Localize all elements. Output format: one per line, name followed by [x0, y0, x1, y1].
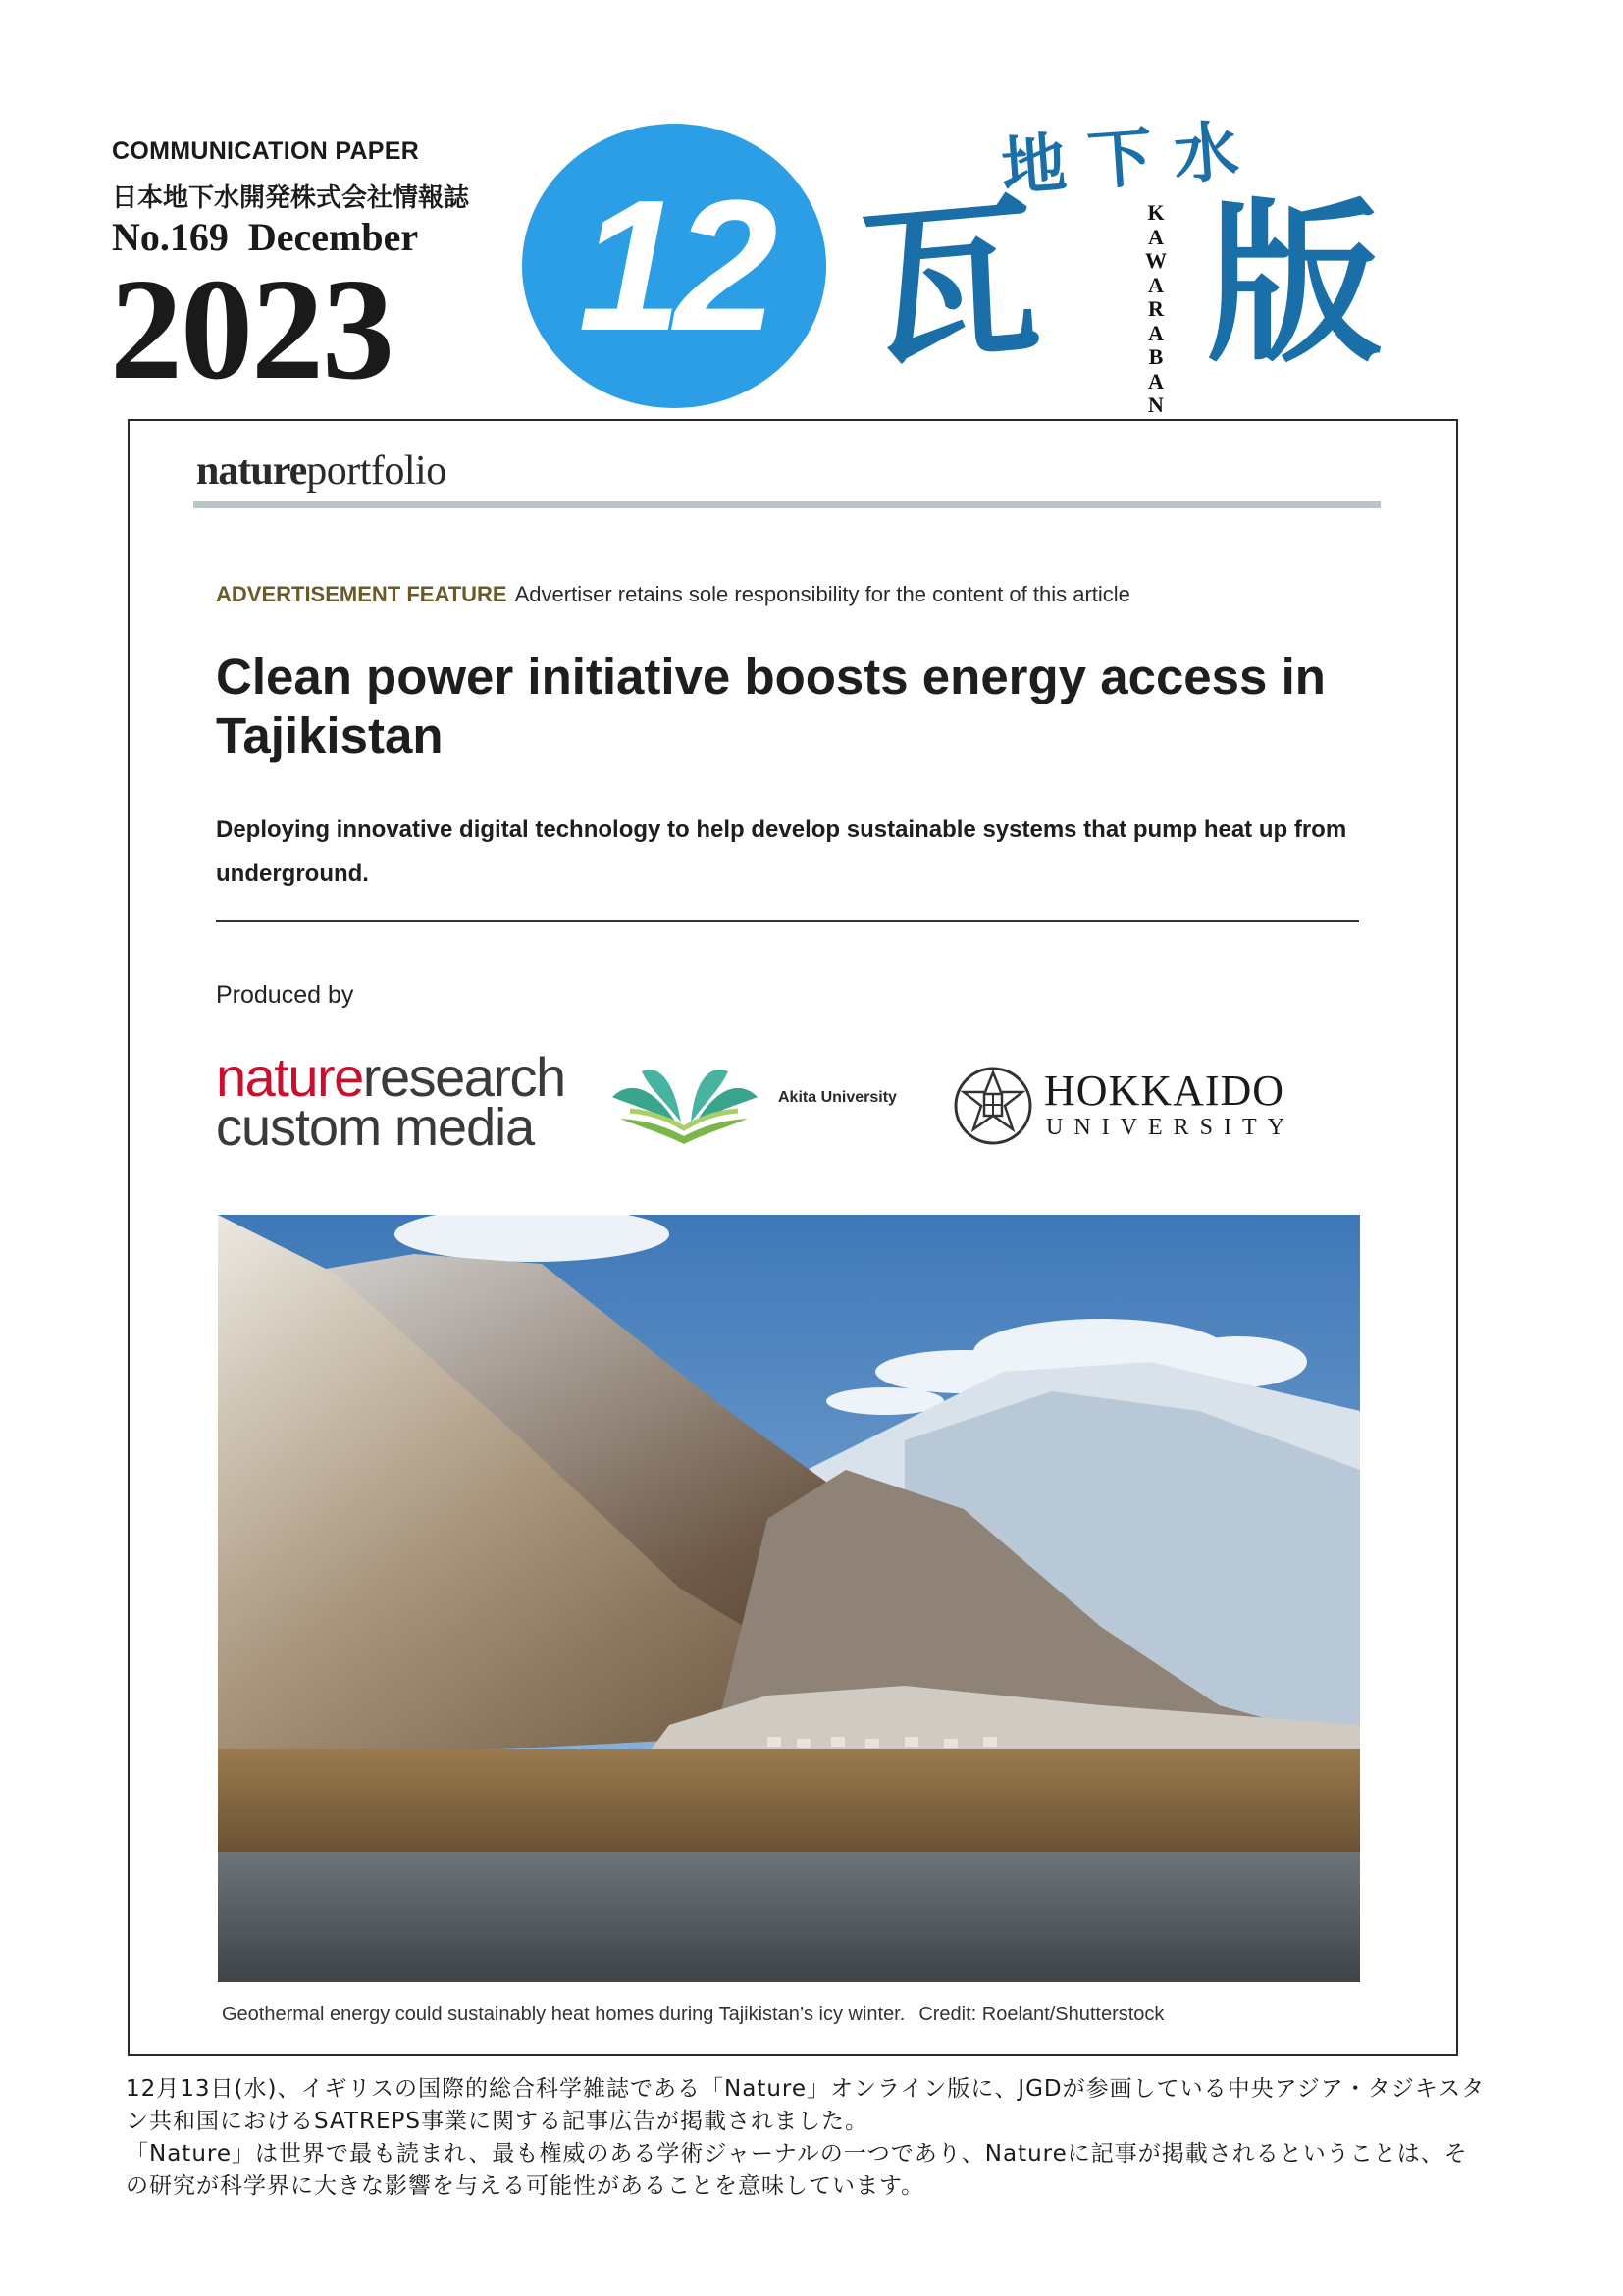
- tajikistan-landscape-photo: [218, 1215, 1360, 1982]
- announcement-paragraph-2: 「Nature」は世界で最も読まれ、最も権威のある学術ジャーナルの一つであり、Natureに記事が掲載されるということは、その研究が科学界に大きな影響を与える可能性があることを意味しています。: [126, 2141, 1468, 2199]
- standfirst-divider: [216, 920, 1359, 922]
- photo-caption-text: Geothermal energy could sustainably heat homes during Tajikistan’s icy winter.: [222, 2004, 906, 2025]
- advertisement-notice: [216, 582, 1130, 607]
- nature-portfolio-logo-light: portfolio: [306, 448, 446, 494]
- newsletter-title-romaji: KAWARABAN: [1145, 200, 1167, 417]
- announcement-body: [126, 2073, 1490, 2203]
- article-headline: Clean power initiative boosts energy access in Tajikistan: [216, 649, 1326, 763]
- issue-year: 2023: [110, 249, 393, 410]
- hokkaido-university-seal-icon: [952, 1065, 1034, 1147]
- photo-credit: Credit: Roelant/Shutterstock: [918, 2004, 1165, 2025]
- akita-university-leaf-icon: [601, 1050, 767, 1148]
- company-bulletin-label: 日本地下水開発株式会社情報誌: [112, 183, 470, 213]
- nrcm-logo-research: research: [362, 1046, 565, 1108]
- article-standfirst: Deploying innovative digital technology to help develop sustainable systems that pump heat up from underground.: [216, 816, 1347, 887]
- hokkaido-university-name: HOKKAIDO: [1044, 1067, 1285, 1115]
- month-badge: 12: [522, 124, 826, 408]
- newsletter-title-kawara: 瓦: [855, 173, 1047, 393]
- communication-paper-label: COMMUNICATION PAPER: [112, 137, 420, 165]
- newsletter-title-ban: 版: [1207, 181, 1382, 386]
- issue-number: No.169 December: [112, 215, 419, 259]
- produced-by-label: Produced by: [216, 981, 354, 1009]
- photo-caption: [222, 2004, 1164, 2026]
- nature-research-custom-media-logo: [216, 1046, 565, 1157]
- nrcm-logo-custom-media: custom media: [216, 1098, 535, 1157]
- announcement-paragraph-1: 12月13日(水)、イギリスの国際的総合科学雑誌である「Nature」オンライン版に、JGDが参画している中央アジア・タジキスタン共和国におけるSATREPS事業に関する記事広告が掲載されました。: [126, 2076, 1486, 2134]
- header-divider: [193, 501, 1381, 508]
- nature-portfolio-logo-bold: nature: [196, 448, 307, 494]
- nrcm-logo-nature: nature: [216, 1046, 363, 1108]
- advertisement-tag: ADVERTISEMENT FEATURE: [216, 582, 507, 606]
- akita-university-name: Akita University: [778, 1089, 897, 1106]
- nature-portfolio-logo: [196, 446, 446, 495]
- newsletter-title-small: 地下水: [998, 110, 1263, 206]
- advertisement-disclaimer: Advertiser retains sole responsibility for the content of this article: [514, 582, 1130, 606]
- hokkaido-university-subtitle: UNIVERSITY: [1046, 1115, 1295, 1140]
